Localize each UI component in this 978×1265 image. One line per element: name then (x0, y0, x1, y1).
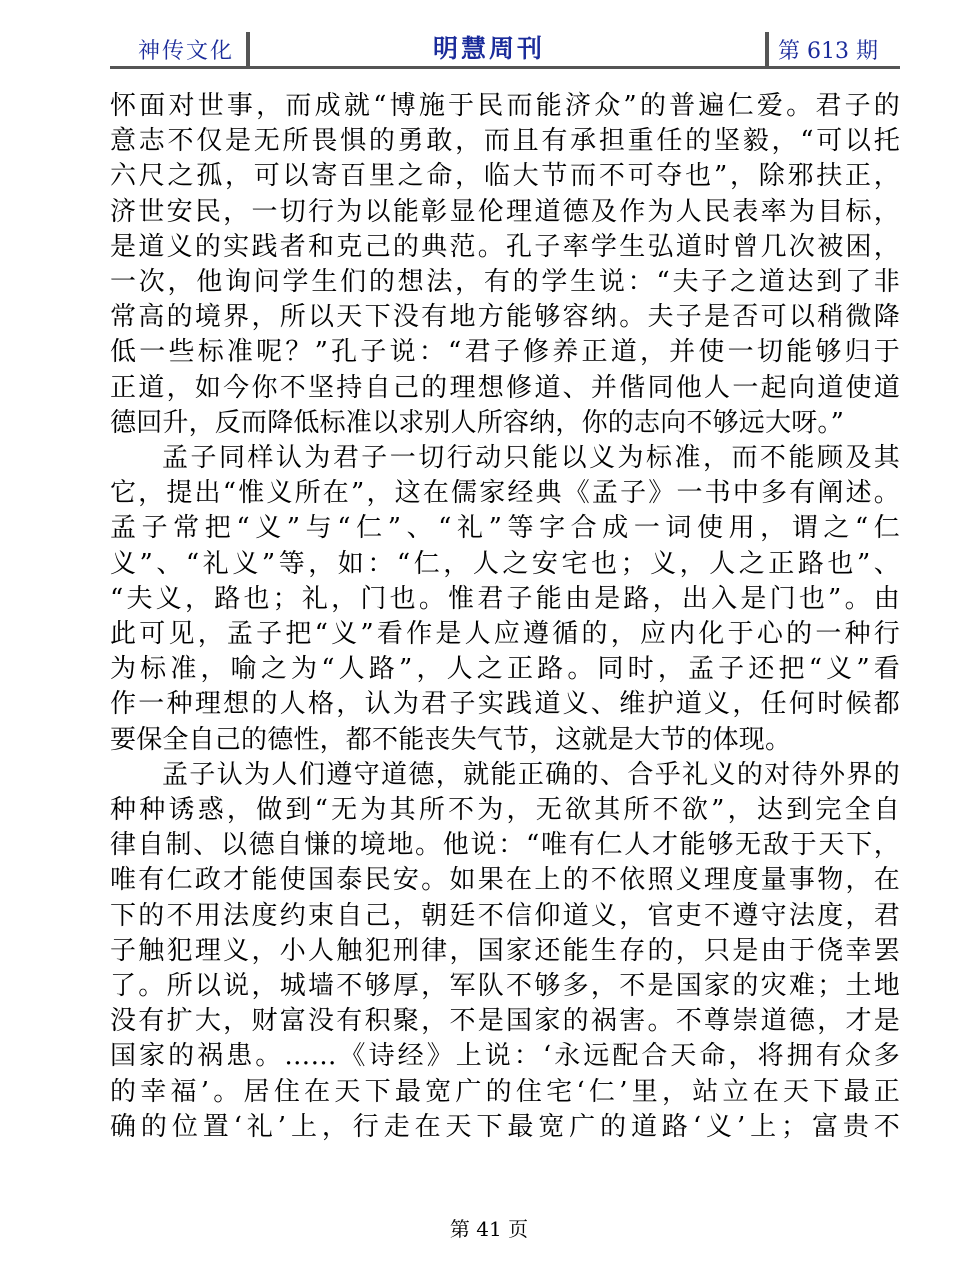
text-line: 怀面对世事，而成就“博施于民而能济众”的普遍仁爱。君子的 (110, 91, 900, 121)
text-line: 是道义的实践者和克己的典范。孔子率学生弘道时曾几次被困， (110, 231, 900, 262)
header-rule (110, 66, 900, 69)
section-label: 神传文化 (138, 39, 235, 64)
text-line: 为标准，喻之为“人路”，人之正路。同时，孟子还把“义”看 (110, 654, 900, 685)
text-line: 孟子同样认为君子一切行动只能以义为标准，而不能顾及其 (162, 443, 900, 474)
text-line: 国家的祸患。……《诗经》上说：‘永远配合天命，将拥有众多 (110, 1041, 900, 1072)
text-line: 子触犯理义，小人触犯刑律，国家还能生存的，只是由于侥幸罢 (110, 935, 900, 966)
text-line: 它，提出“惟义所在”，这在儒家经典《孟子》一书中多有阐述。 (110, 478, 900, 509)
page-number: 第 41 页 (449, 1217, 529, 1241)
text-line: 六尺之孤，可以寄百里之命，临大节而不可夺也”，除邪扶正， (110, 161, 900, 192)
text-line: 了。所以说，城墙不够厚，军队不够多，不是国家的灾难；土地 (110, 971, 900, 1002)
publication-title: 明慧周刊 (433, 34, 546, 63)
issue-number: 第 613 期 (778, 39, 878, 64)
text-line: 的幸福’。居住在天下最宽广的住宅‘仁’里，站立在天下最正 (110, 1076, 900, 1107)
text-line: 正道，如今你不坚持自己的理想修道、并偕同他人一起向道使道 (110, 372, 900, 403)
text-line: 德回升，反而降低标准以求别人所容纳，你的志向不够远大呀。” (110, 407, 845, 438)
text-line: 孟子常把“义”与“仁”、“礼”等字合成一词使用，谓之“仁 (110, 513, 900, 544)
text-line: 济世安民，一切行为以能彰显伦理道德及作为人民表率为目标， (110, 196, 900, 227)
text-line: 唯有仁政才能使国泰民安。如果在上的不依照义理度量事物，在 (110, 865, 900, 896)
text-line: 一次，他询问学生们的想法，有的学生说：“夫子之道达到了非 (110, 267, 900, 298)
text-line: 种种诱惑，做到“无为其所不为，无欲其所不欲”，达到完全自 (110, 795, 900, 826)
text-line: 确的位置‘礼’上，行走在天下最宽广的道路‘义’上；富贵不 (110, 1111, 900, 1142)
text-line: 没有扩大，财富没有积聚，不是国家的祸害。不尊崇道德，才是 (110, 1006, 900, 1037)
text-line: 低一些标准呢？”孔子说：“君子修养正道，并使一切能够归于 (110, 337, 900, 368)
page-footer (0, 1213, 978, 1242)
text-line: 孟子认为人们遵守道德，就能正确的、合乎礼义的对待外界的 (162, 759, 900, 790)
text-line: 此可见，孟子把“义”看作是人应遵循的，应内化于心的一种行 (110, 619, 900, 650)
text-line: 意志不仅是无所畏惧的勇敢，而且有承担重任的坚毅，“可以托 (110, 126, 900, 157)
text-line: 义”、“礼义”等，如：“仁，人之安宅也；义，人之正路也”、 (110, 548, 900, 579)
text-line: 常高的境界，所以天下没有地方能够容纳。夫子是否可以稍微降 (110, 302, 900, 333)
article-body (110, 89, 900, 1145)
header-separator-right (765, 32, 769, 66)
header-separator-left (246, 32, 250, 66)
page-header (110, 26, 900, 68)
text-line: 律自制、以德自慊的境地。他说：“唯有仁人才能够无敌于天下， (110, 830, 900, 861)
text-line: “夫义，路也；礼，门也。惟君子能由是路，出入是门也”。由 (110, 583, 900, 614)
text-line: 下的不用法度约束自己，朝廷不信仰道义，官吏不遵守法度，君 (110, 900, 900, 931)
text-line: 作一种理想的人格，认为君子实践道义、维护道义，任何时候都 (110, 689, 900, 720)
text-line: 要保全自己的德性，都不能丧失气节，这就是大节的体现。 (110, 724, 792, 755)
